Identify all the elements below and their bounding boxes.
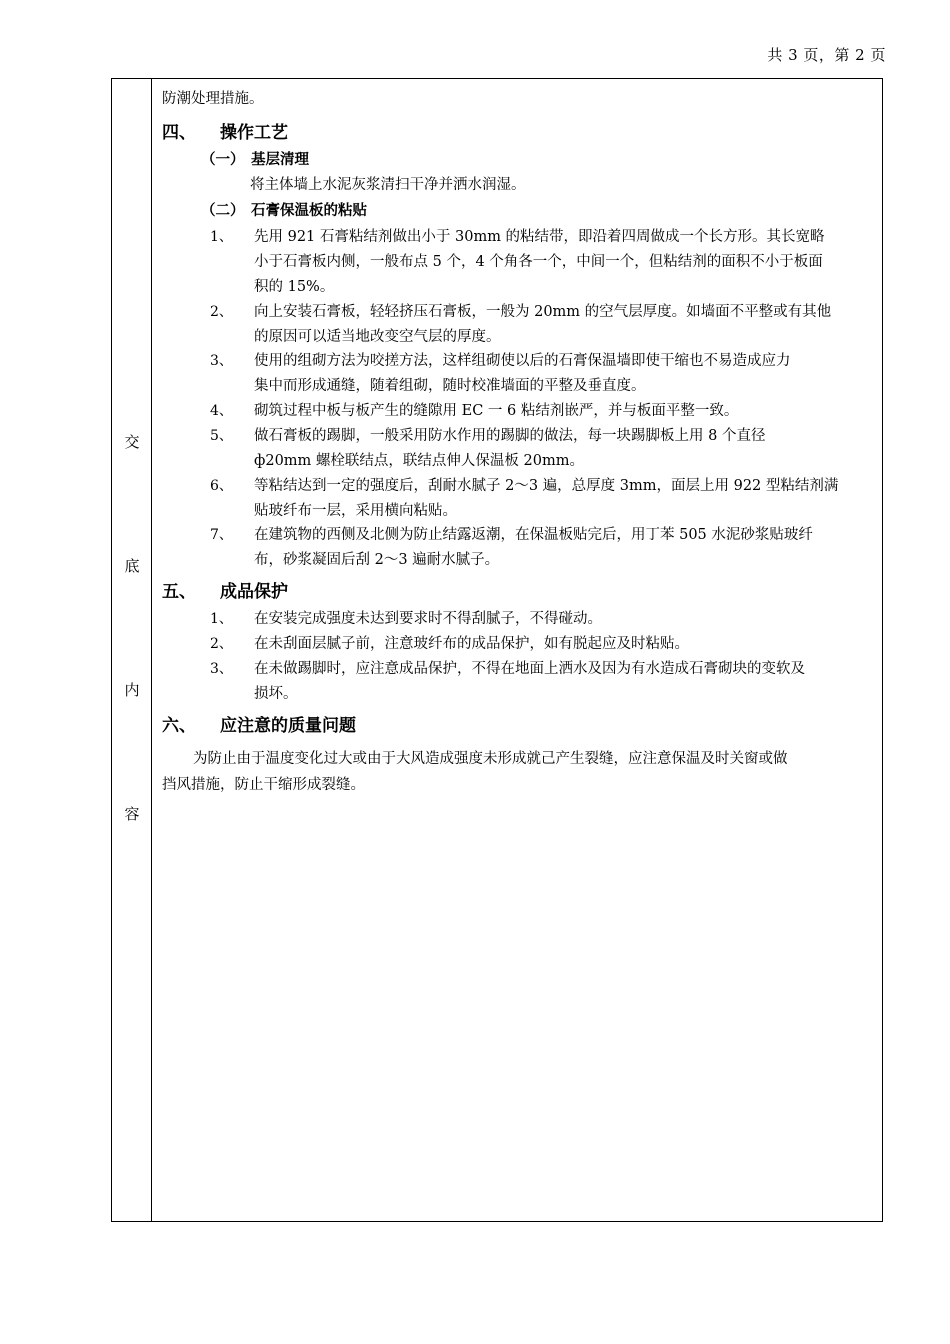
list-item-number: 5、 [210, 428, 233, 444]
list-item-number: 2、 [210, 636, 233, 652]
list-item-number: 3、 [210, 353, 233, 369]
subsection-number: （二） [201, 203, 245, 219]
side-label-char: 容 [124, 805, 140, 823]
paragraph-line: 挡风措施，防止干缩形成裂缝。 [162, 777, 365, 793]
section-title: 操作工艺 [220, 123, 288, 143]
section-number: 六、 [162, 716, 196, 736]
list-item-number: 4、 [210, 403, 233, 419]
list-item-line: 损坏。 [254, 686, 298, 702]
section-heading-5 [162, 581, 288, 603]
list-item-line: 贴玻纤布一层，采用横向粘贴。 [254, 503, 457, 519]
subsection-heading-2 [201, 201, 367, 221]
list-item-line: 先用 921 石膏粘结剂做出小于 30mm 的粘结带，即沿着四周做成一个长方形。其长宽略 [254, 229, 825, 245]
side-label-char: 交 [124, 433, 140, 451]
list-item-line: 积的 15%。 [254, 279, 335, 295]
list-item-line: 做石膏板的踢脚，一般采用防水作用的踢脚的做法，每一块踢脚板上用 8 个直径 [254, 428, 766, 444]
list-item-line: 在建筑物的西侧及北侧为防止结露返潮，在保温板贴完后，用丁苯 505 水泥砂浆贴玻纤 [254, 527, 813, 543]
list-item-line: 在安装完成强度未达到要求时不得刮腻子，不得碰动。 [254, 611, 602, 627]
list-item-line: ф20mm 螺栓联结点，联结点伸人保温板 20mm。 [254, 453, 584, 469]
paragraph-line: 为防止由于温度变化过大或由于大风造成强度未形成就己产生裂缝，应注意保温及时关窗或做 [193, 751, 788, 767]
content-area [153, 79, 882, 1221]
paragraph: 将主体墙上水泥灰浆清扫干净并洒水润湿。 [250, 177, 526, 193]
list-item-line: 使用的组砌方法为咬搓方法，这样组砌使以后的石膏保温墙即使干缩也不易造成应力 [254, 353, 791, 369]
list-item-line: 在未刮面层腻子前，注意玻纤布的成品保护，如有脱起应及时粘贴。 [254, 636, 689, 652]
section-title: 成品保护 [220, 582, 288, 602]
intro-line: 防潮处理措施。 [162, 91, 264, 107]
list-item-line: 小于石膏板内侧，一般布点 5 个，4 个角各一个，中间一个，但粘结剂的面积不小于板面 [254, 254, 823, 270]
list-item-number: 1、 [210, 611, 233, 627]
subsection-title: 基层清理 [251, 152, 309, 168]
list-item-number: 3、 [210, 661, 233, 677]
list-item-number: 7、 [210, 527, 233, 543]
list-item-line: 布，砂浆凝固后刮 2～3 遍耐水腻子。 [254, 552, 500, 568]
list-item-line: 砌筑过程中板与板产生的缝隙用 EC 一 6 粘结剂嵌严，并与板面平整一致。 [254, 403, 739, 419]
section-number: 四、 [162, 123, 196, 143]
page-number: 共 3 页，第 2 页 [767, 46, 886, 64]
list-item-number: 1、 [210, 229, 233, 245]
side-label-column [112, 79, 152, 1221]
subsection-number: （一） [201, 152, 245, 168]
list-item-line: 等粘结达到一定的强度后，刮耐水腻子 2～3 遍，总厚度 3mm，面层上用 922 型粘结剂满 [254, 478, 839, 494]
disclosure-table [111, 78, 883, 1222]
section-title: 应注意的质量问题 [220, 716, 356, 736]
list-item-number: 2、 [210, 304, 233, 320]
subsection-heading-1 [201, 150, 309, 170]
section-number: 五、 [162, 582, 196, 602]
list-item-line: 集中而形成通缝，随着组砌，随时校准墙面的平整及垂直度。 [254, 378, 646, 394]
list-item-line: 向上安装石膏板，轻轻挤压石膏板，一般为 20mm 的空气层厚度。如墙面不平整或有其他 [254, 304, 832, 320]
list-item-line: 在未做踢脚时，应注意成品保护，不得在地面上洒水及因为有水造成石膏砌块的变软及 [254, 661, 805, 677]
section-heading-6 [162, 715, 356, 737]
section-heading-4 [162, 122, 288, 144]
side-label-char: 内 [124, 681, 140, 699]
list-item-line: 的原因可以适当地改变空气层的厚度。 [254, 329, 501, 345]
side-label-char: 底 [124, 557, 140, 575]
list-item-number: 6、 [210, 478, 233, 494]
subsection-title: 石膏保温板的粘贴 [251, 203, 367, 219]
